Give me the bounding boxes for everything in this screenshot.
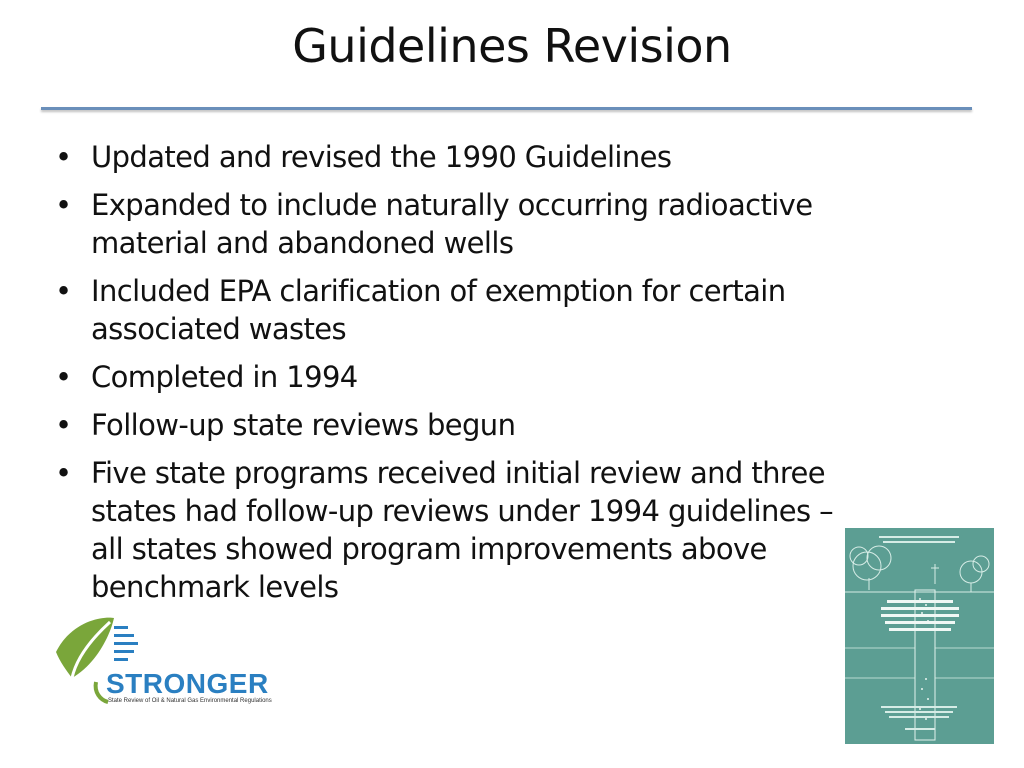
bullet-text: Five state programs received initial review and three states had follow-up reviews under 1994 guidelines – all states showed program improvements above benchmark levels bbox=[91, 456, 834, 604]
bullet-icon: • bbox=[55, 274, 72, 308]
bullet-item bbox=[55, 138, 855, 176]
bullet-item bbox=[55, 406, 855, 444]
title-divider bbox=[41, 107, 972, 110]
bullet-icon: • bbox=[55, 140, 72, 174]
bullet-text: Follow-up state reviews begun bbox=[91, 408, 516, 442]
bullet-text: Expanded to include naturally occurring radioactive material and abandoned wells bbox=[91, 188, 813, 260]
bullet-item bbox=[55, 272, 855, 348]
slide-title: Guidelines Revision bbox=[292, 19, 732, 73]
bullet-icon: • bbox=[55, 360, 72, 394]
logo-tagline: State Review of Oil & Natural Gas Environmental Regulations bbox=[108, 698, 272, 704]
logo-wordmark: STRONGER bbox=[106, 668, 269, 699]
bullet-icon: • bbox=[55, 408, 72, 442]
bullet-list bbox=[55, 138, 855, 616]
document-cover-image bbox=[845, 528, 994, 744]
bullet-icon: • bbox=[55, 456, 72, 490]
bullet-item bbox=[55, 186, 855, 262]
bullet-item bbox=[55, 358, 855, 396]
bullet-text: Updated and revised the 1990 Guidelines bbox=[91, 140, 672, 174]
bullet-item bbox=[55, 454, 855, 606]
bullet-icon: • bbox=[55, 188, 72, 222]
bullet-text: Included EPA clarification of exemption for certain associated wastes bbox=[91, 274, 786, 346]
stronger-logo bbox=[52, 612, 272, 708]
document-cover-icon bbox=[845, 528, 994, 744]
bullet-text: Completed in 1994 bbox=[91, 360, 358, 394]
